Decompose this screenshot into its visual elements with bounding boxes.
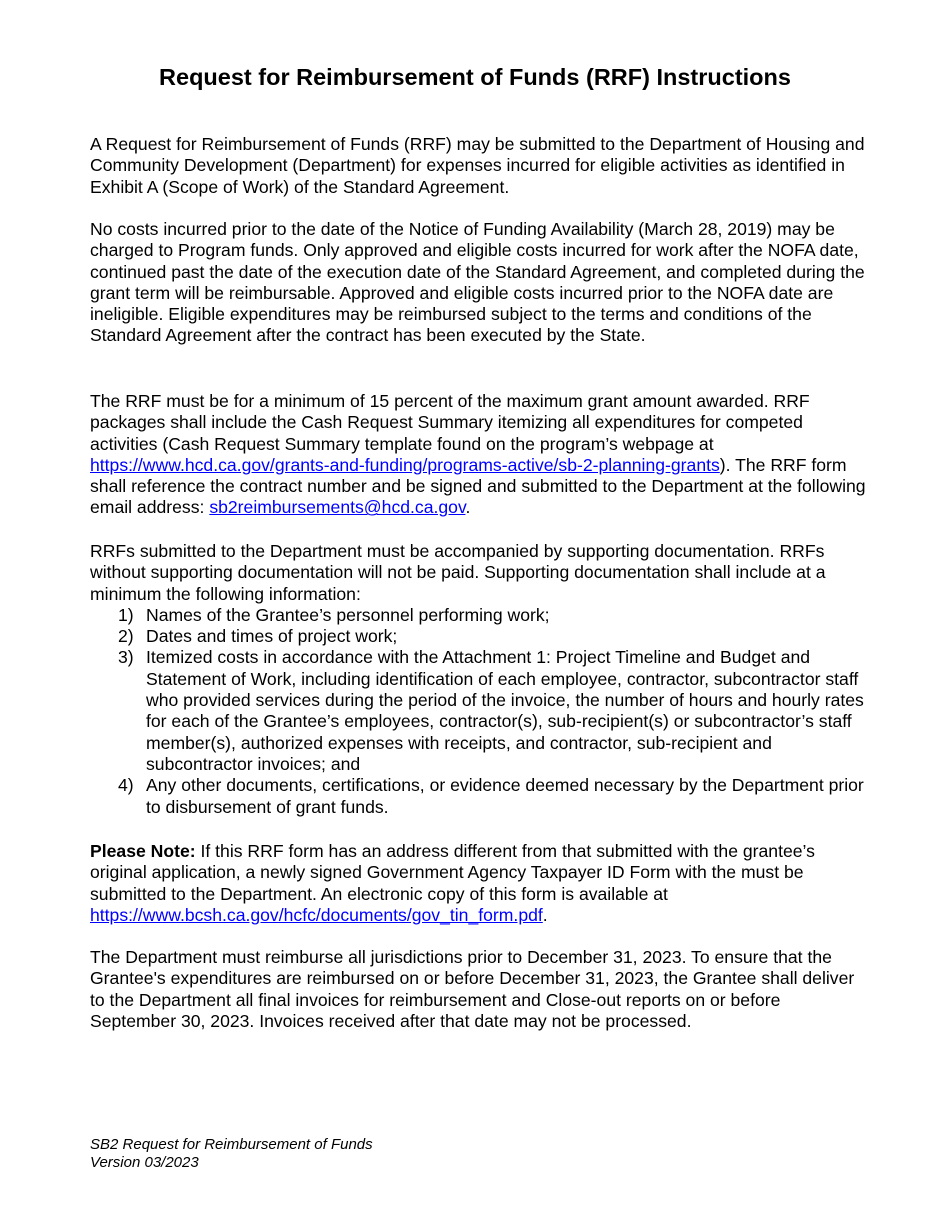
list-item-number: 4) [118,775,134,796]
footer-form-name: SB2 Request for Reimbursement of Funds [90,1136,373,1153]
list-item-number: 2) [118,626,134,647]
list-item [90,605,870,626]
program-webpage-link[interactable]: https://www.hcd.ca.gov/grants-and-funding/programs-active/sb-2-planning-grants [90,454,720,475]
minimum-request-text-continued: ). The RRF form shall reference the contract number and be signed and submitted to the Department at the following email address: [90,454,866,518]
please-note-text: If this RRF form has an address different from that submitted with the grantee’s original application, a newly signed Government Agency Taxpayer ID Form with the must be submitted to the Department. An electronic copy of this form is available at [90,841,815,904]
list-item [90,626,870,647]
list-item-text: Dates and times of project work; [146,626,398,647]
list-item-number: 3) [118,647,134,668]
deadline-paragraph: The Department must reimburse all jurisdictions prior to December 31, 2023. To ensure that the Grantee's expenditures are reimbursed on or before December 31, 2023, the Grantee shall deliver to the Department all final invoices for reimbursement and Close-out reports on or before September 30, 2023. Invoices received after that date may not be processed. [90,947,855,1031]
list-item-number: 1) [118,604,134,625]
eligibility-paragraph: No costs incurred prior to the date of the Notice of Funding Availability (March 28, 2019) may be charged to Program funds. Only approved and eligible costs incurred for work after the NOFA date, continued past the date of the execution date of the Standard Agreement, and completed during the grant term will be reimbursable. Approved and eligible costs incurred prior to the NOFA date are ineligible. Eligible expenditures may be reimbursed subject to the terms and conditions of the Standard Agreement after the contract has been executed by the State. [90,219,865,346]
please-note-paragraph [90,841,870,926]
intro-paragraph: A Request for Reimbursement of Funds (RRF) may be submitted to the Department of Housing and Community Development (Department) for expenses incurred for eligible activities as identified in Exhibit A (Scope of Work) of the Standard Agreement. [90,134,865,197]
page-footer [90,1136,373,1172]
list-item-text: Any other documents, certifications, or evidence deemed necessary by the Department prior to disbursement of grant funds. [146,775,864,817]
list-item-text: Names of the Grantee’s personnel performing work; [146,604,550,625]
minimum-request-text: The RRF must be for a minimum of 15 percent of the maximum grant amount awarded. RRF packages shall include the Cash Request Summary itemizing all expenditures for competed activities (Cash Request Summary template found on the program’s webpage at [90,391,810,454]
footer-version: Version 03/2023 [90,1154,199,1171]
minimum-request-paragraph [90,391,870,519]
supporting-documentation-section [90,541,870,818]
reimbursement-email-link[interactable]: sb2reimbursements@hcd.ca.gov [209,497,466,518]
please-note-label: Please Note: [90,841,196,861]
supporting-documentation-intro: RRFs submitted to the Department must be accompanied by supporting documentation. RRFs without supporting documentation will not be paid. Supporting documentation shall include at a minimum the following information: [90,541,826,604]
paragraph-end-period: . [542,904,548,925]
paragraph-end-period: . [465,497,471,518]
tin-form-link[interactable]: https://www.bcsh.ca.gov/hcfc/documents/gov_tin_form.pdf [90,904,543,925]
list-item [90,647,870,775]
requirements-list [90,605,870,818]
list-item-text: Itemized costs in accordance with the Attachment 1: Project Timeline and Budget and Statement of Work, including identification of each employee, contractor, subcontractor staff who provided services during the period of the invoice, the number of hours and hourly rates for each of the Grantee’s employees, contractor(s), sub-recipient(s) or subcontractor’s staff member(s), authorized expenses with receipts, and contractor, sub-recipient and subcontractor invoices; and [146,647,864,774]
list-item [90,775,870,818]
page-title: Request for Reimbursement of Funds (RRF) Instructions [159,64,791,90]
